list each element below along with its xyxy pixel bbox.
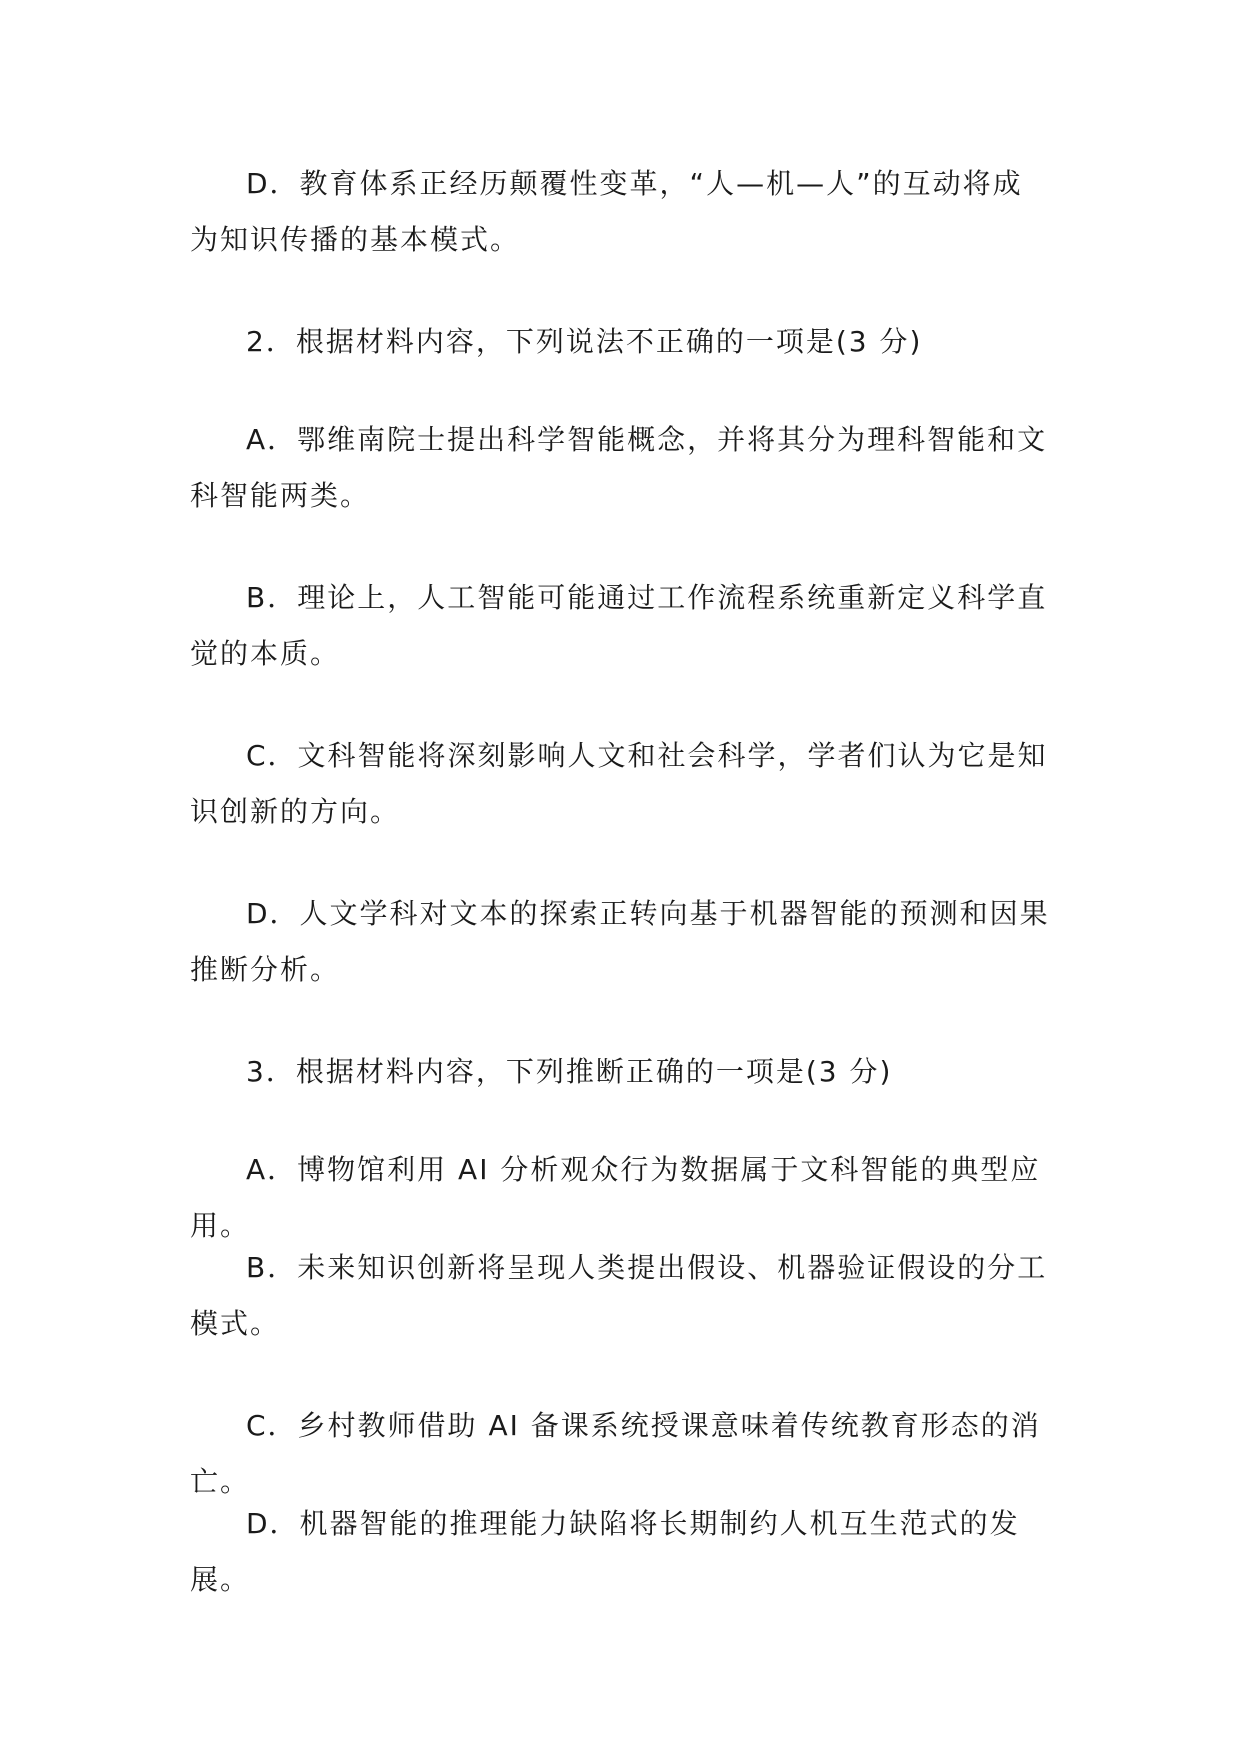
question-2-option-a: A．鄂维南院士提出科学智能概念，并将其分为理科智能和文科智能两类。	[190, 423, 1048, 512]
question-3-option-c: C．乡村教师借助 AI 备课系统授课意味着传统教育形态的消亡。	[190, 1409, 1041, 1498]
question-3-option-b: B．未来知识创新将呈现人类提出假设、机器验证假设的分工模式。	[190, 1251, 1048, 1340]
question-2-stem: 2．根据材料内容，下列说法不正确的一项是(3 分)	[246, 325, 923, 358]
question-3-option-d: D．机器智能的推理能力缺陷将长期制约人机互生范式的发展。	[190, 1507, 1020, 1596]
option-d-q1: D．教育体系正经历颠覆性变革，“人—机—人”的互动将成为知识传播的基本模式。	[190, 167, 1023, 256]
question-2-option-b: B．理论上，人工智能可能通过工作流程系统重新定义科学直觉的本质。	[190, 581, 1048, 670]
question-2-option-d: D．人文学科对文本的探索正转向基于机器智能的预测和因果推断分析。	[190, 897, 1050, 986]
question-3-option-a: A．博物馆利用 AI 分析观众行为数据属于文科智能的典型应用。	[190, 1153, 1041, 1242]
question-3-stem: 3．根据材料内容，下列推断正确的一项是(3 分)	[246, 1055, 893, 1088]
question-2-option-c: C．文科智能将深刻影响人文和社会科学，学者们认为它是知识创新的方向。	[190, 739, 1048, 828]
